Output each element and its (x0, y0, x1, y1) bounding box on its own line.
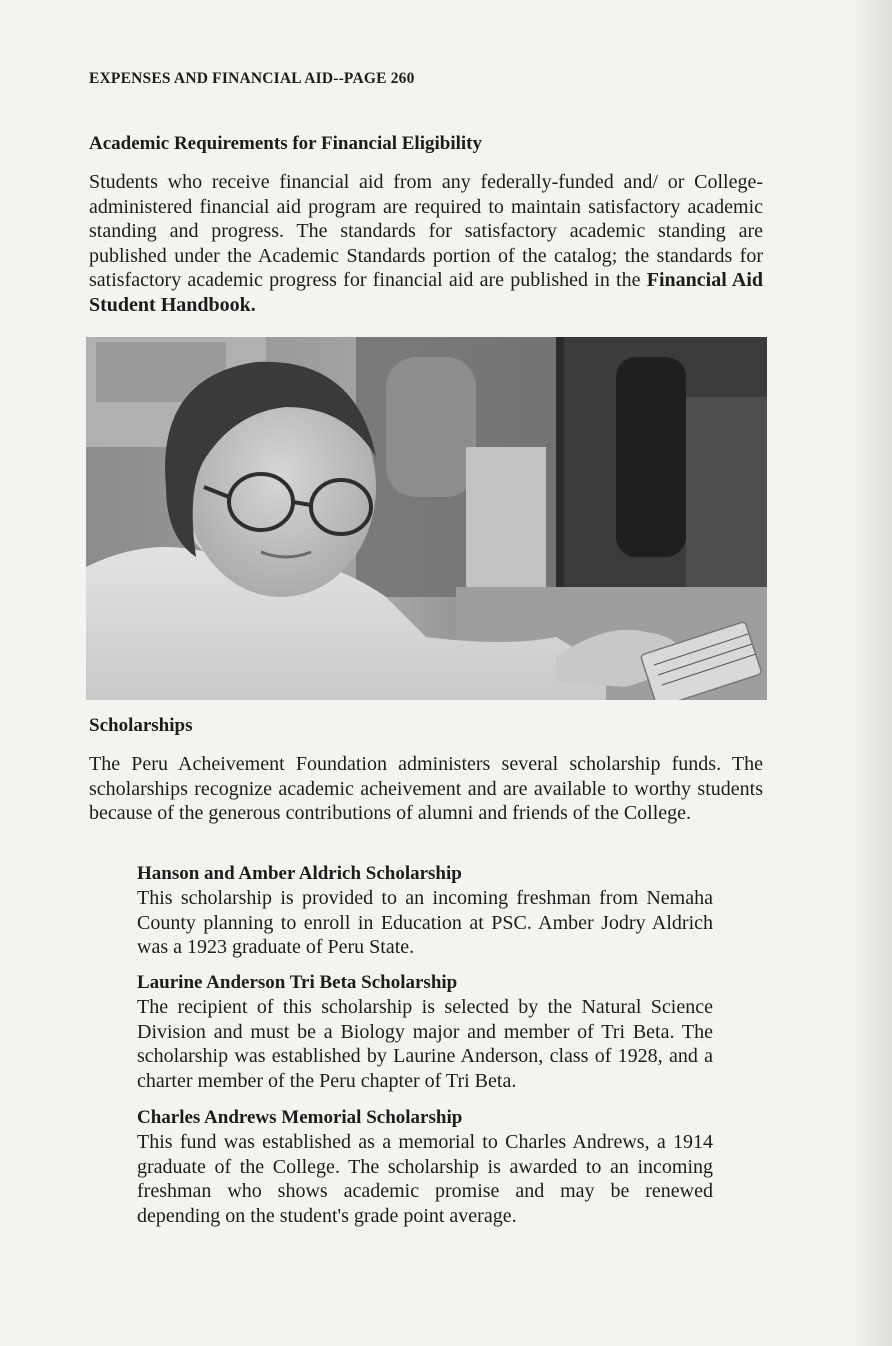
student-photo (86, 337, 767, 700)
academic-requirements-paragraph (89, 170, 763, 317)
page-edge-shadow (852, 0, 892, 1346)
photo-student-at-keyboard (86, 337, 767, 700)
scholarship-entry (137, 1106, 713, 1228)
scholarship-entry (137, 862, 713, 960)
scholarship-description: This scholarship is provided to an incoming freshman from Nemaha County planning to enroll in Education at PSC. Amber Jodry Aldrich was a 1923 graduate of Peru State. (137, 887, 713, 958)
section-heading-scholarships: Scholarships (89, 715, 193, 736)
scholarship-description: This fund was established as a memorial to Charles Andrews, a 1914 graduate of the College. The scholarship is awarded to an incoming freshman who shows academic promise and may be renewed depending on the student's grade point average. (137, 1131, 713, 1227)
section-heading-academic-requirements: Academic Requirements for Financial Eligibility (89, 133, 482, 154)
handbook-title: Financial Aid Student Handbook. (89, 269, 764, 316)
scholarship-entry (137, 971, 713, 1093)
scholarships-intro: The Peru Acheivement Foundation administers several scholarship funds. The scholarships recognize academic acheivement and are available to worthy students because of the generous contributions of alumni and friends of the College. (89, 753, 763, 824)
scholarship-title: Laurine Anderson Tri Beta Scholarship (137, 972, 458, 993)
running-head: EXPENSES AND FINANCIAL AID--PAGE 260 (89, 70, 415, 87)
scholarship-description: The recipient of this scholarship is selected by the Natural Science Division and must be a Biology major and member of Tri Beta. The scholarship was established by Laurine Anderson, class of 1928, and a charter member of the Peru chapter of Tri Beta. (137, 996, 713, 1092)
academic-requirements-text: Students who receive financial aid from any federally-funded and/ or College-administered financial aid program are required to maintain satisfactory academic standing and progress. The standards for satisfactory academic standing are published under the Academic Standards portion of the catalog; the standards for satisfactory academic progress for financial aid are published in the (89, 171, 763, 291)
scholarship-title: Charles Andrews Memorial Scholarship (137, 1107, 463, 1128)
scholarship-title: Hanson and Amber Aldrich Scholarship (137, 863, 462, 884)
